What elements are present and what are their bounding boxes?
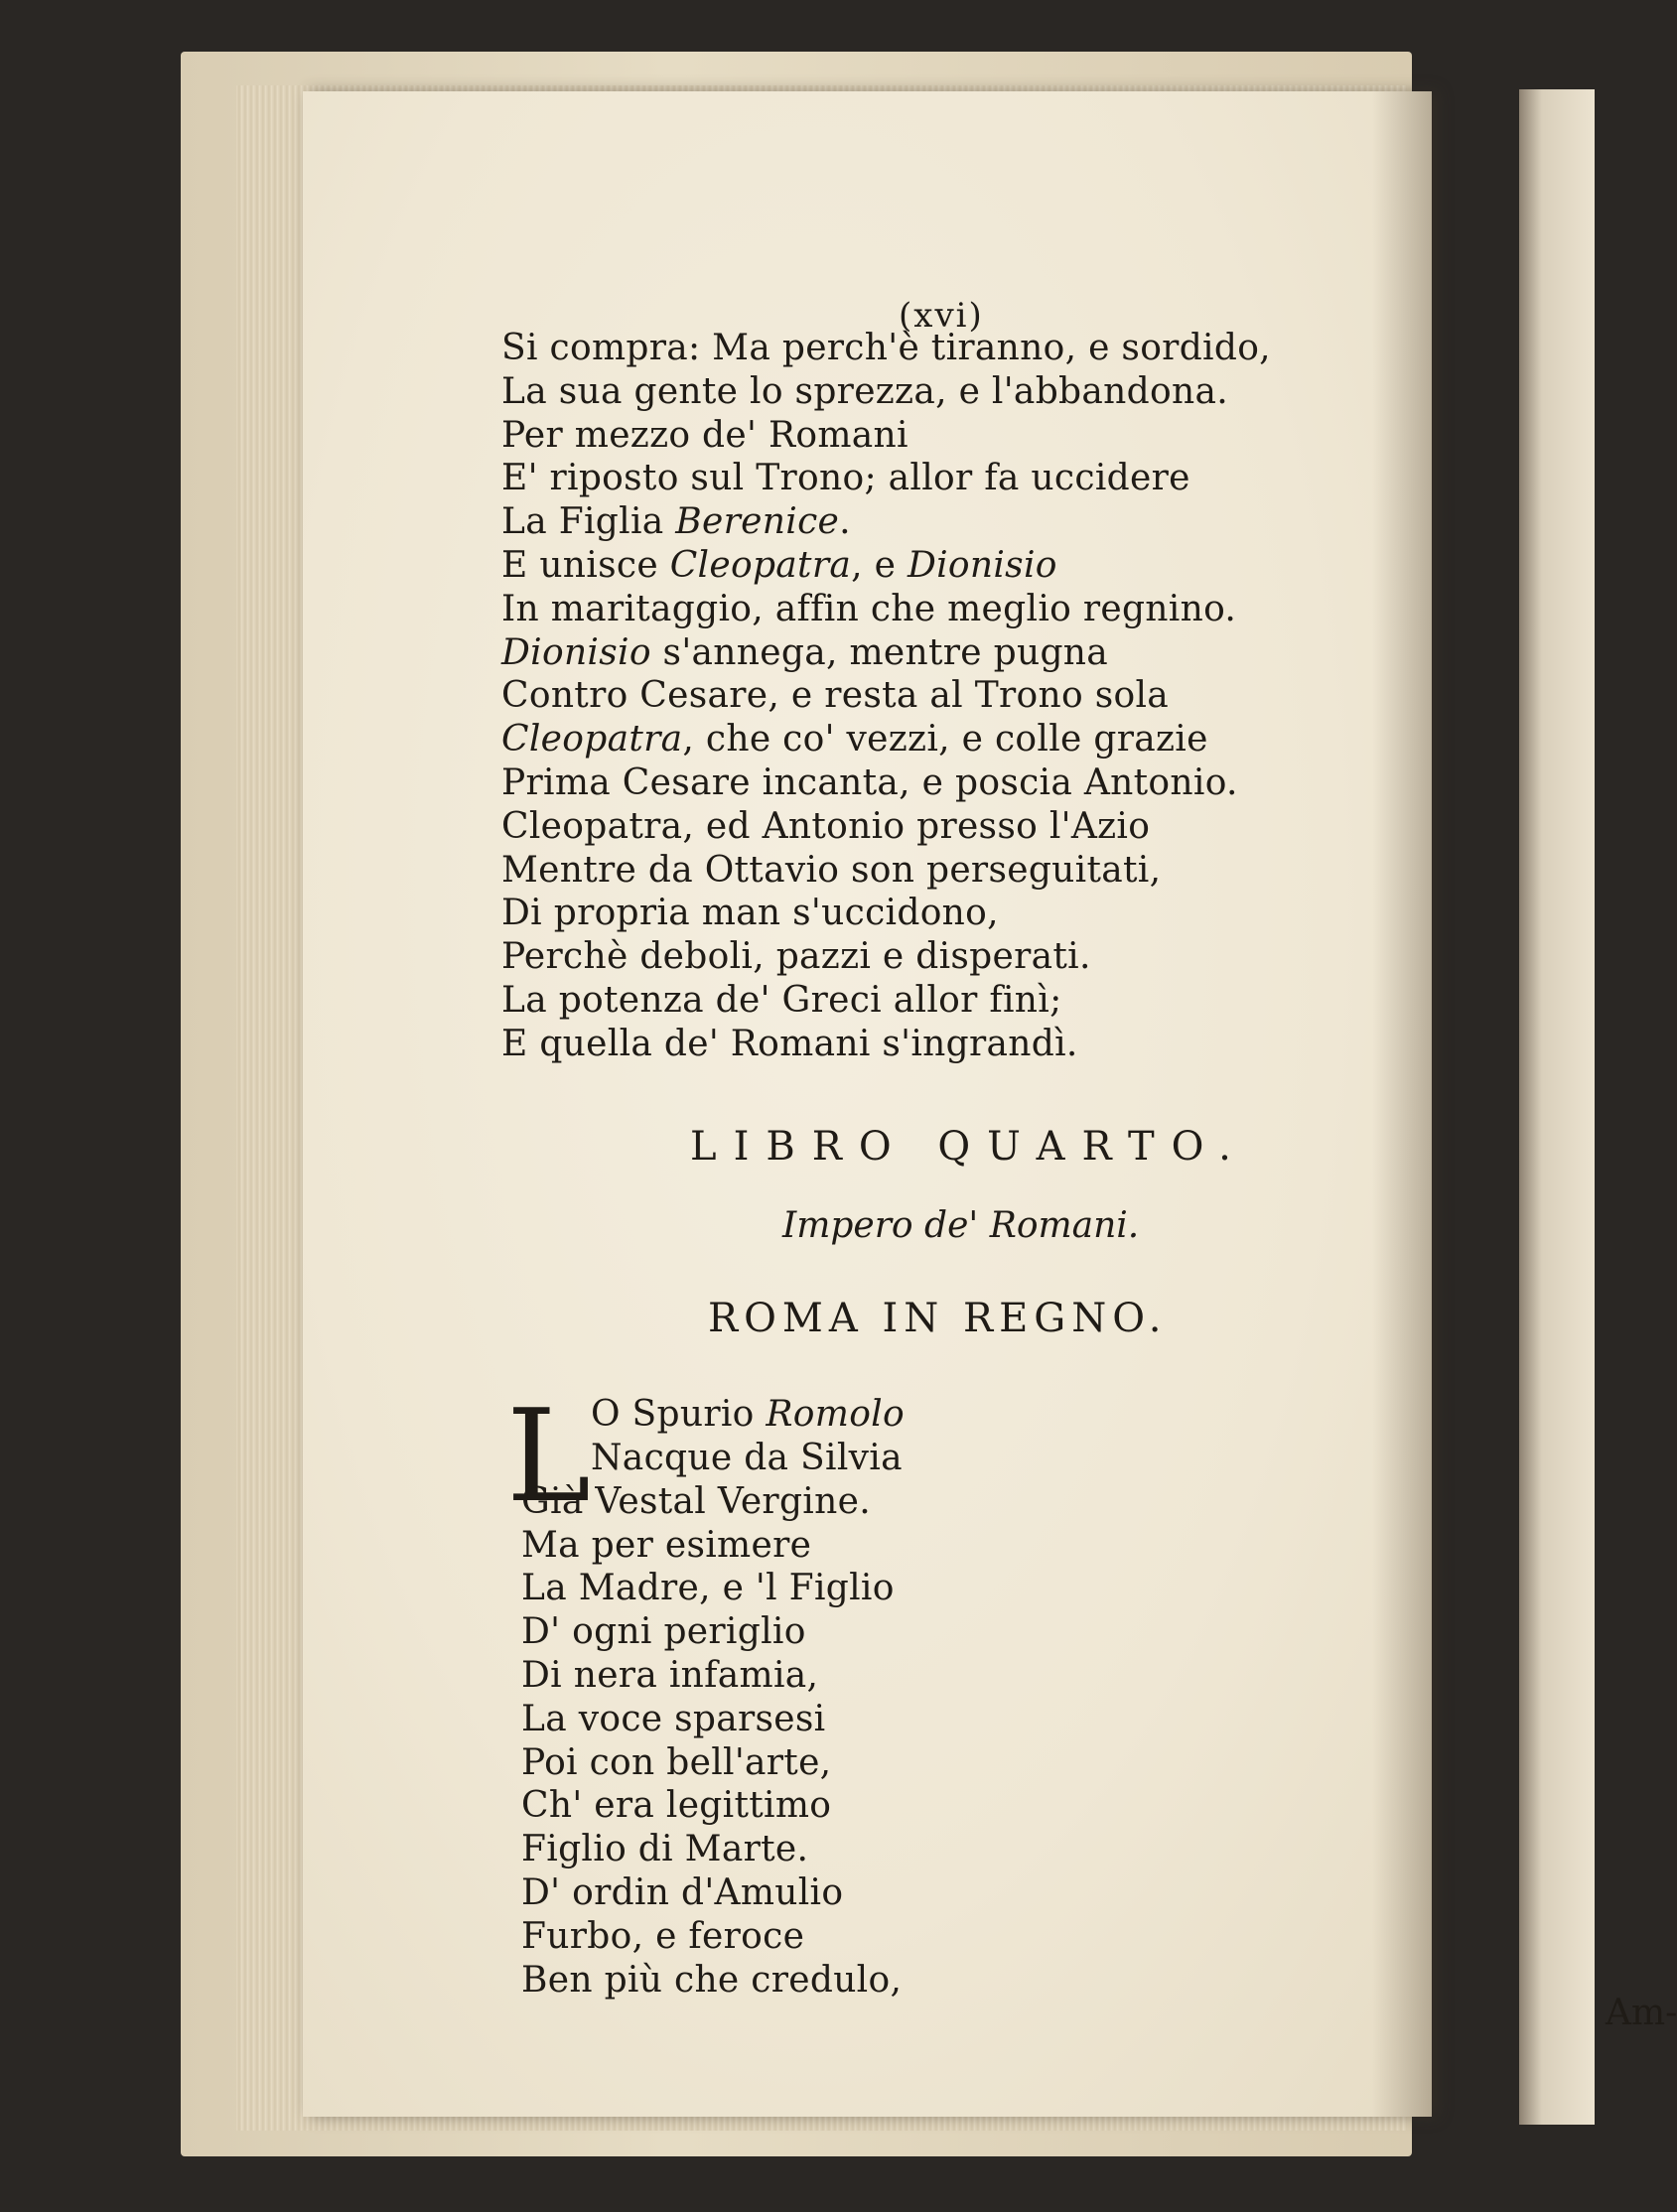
- verse-line-segment: Per mezzo de' Romani: [501, 414, 908, 456]
- poem-line: Ch' era legittimo: [521, 1785, 832, 1827]
- verse-line-segment: La potenza de' Greci allor finì;: [501, 980, 1062, 1021]
- verse-line: [501, 371, 1228, 412]
- verse-line-segment: La Figlia: [501, 501, 676, 543]
- section-title: LIBRO QUARTO.: [690, 1124, 1248, 1170]
- verse-line-segment: Perchè deboli, pazzi e disperati.: [501, 936, 1091, 978]
- poem-first-line: [591, 1394, 905, 1435]
- verse-line: [501, 632, 1108, 673]
- verse-line-segment: Berenice: [675, 501, 840, 543]
- verse-line-segment: Mentre da Ottavio son perseguitati,: [501, 849, 1162, 891]
- poem-line: Ma per esimere: [521, 1524, 812, 1566]
- verse-line: [501, 1024, 1078, 1064]
- verse-line-segment: , che co' vezzi, e colle grazie: [682, 719, 1208, 760]
- verse-line-segment: Dionisio: [907, 545, 1057, 586]
- verse-line-segment: E unisce: [501, 545, 670, 586]
- verse-line-segment: Si compra: Ma perch'è tiranno, e sordido,: [501, 328, 1271, 368]
- verse-line-segment: Dionisio: [501, 631, 651, 673]
- verse-line-segment: Prima Cesare incanta, e poscia Antonio.: [501, 762, 1238, 803]
- poem-line: Ben più che credulo,: [521, 1959, 903, 2001]
- poem-first-line-text: O Spurio: [591, 1394, 767, 1435]
- poem-line: Già Vestal Vergine.: [521, 1480, 871, 1522]
- book-page: [303, 91, 1677, 2117]
- poem-line: D' ordin d'Amulio: [521, 1872, 844, 1913]
- verse-line-segment: E' riposto sul Trono; allor fa uccidere: [501, 458, 1190, 499]
- verse-line-segment: s'annega, mentre pugna: [650, 631, 1109, 673]
- facing-page-edge: [1519, 89, 1595, 2125]
- page-text: [303, 91, 1677, 2117]
- verse-line-segment: Cleopatra: [501, 719, 683, 760]
- verse-line-segment: In maritaggio, affin che meglio regnino.: [501, 588, 1237, 629]
- verse-line: [501, 719, 1208, 760]
- verse-line: [501, 850, 1161, 891]
- verse-line: [501, 328, 1271, 368]
- verse-line-segment: Di propria man s'uccidono,: [501, 893, 999, 934]
- verse-line: [501, 980, 1062, 1021]
- section-subtitle: Impero de' Romani.: [782, 1205, 1140, 1246]
- chapter-title: ROMA IN REGNO.: [708, 1296, 1168, 1341]
- verse-line-segment: .: [839, 501, 851, 543]
- verse-line-segment: E quella de' Romani s'ingrandì.: [501, 1023, 1078, 1064]
- poem-line: La voce sparsesi: [521, 1698, 826, 1739]
- poem-first-line-italic: Romolo: [766, 1394, 905, 1435]
- verse-line: [501, 545, 1057, 586]
- verse-line: [501, 501, 851, 542]
- poem-line: La Madre, e 'l Figlio: [521, 1568, 895, 1609]
- drop-cap: L: [506, 1383, 591, 1531]
- verse-line: [501, 458, 1190, 498]
- poem-line: Poi con bell'arte,: [521, 1741, 832, 1783]
- verse-line-segment: , e: [851, 545, 908, 586]
- poem-line: Nacque da Silvia: [591, 1438, 903, 1478]
- page-number-header: (xvi): [899, 296, 984, 336]
- catchword: Am-: [1606, 1993, 1677, 2033]
- poem-line: Di nera infamia,: [521, 1655, 819, 1696]
- verse-line: [501, 415, 908, 456]
- poem-line: D' ogni periglio: [521, 1611, 806, 1653]
- verse-line-segment: Cleopatra, ed Antonio presso l'Azio: [501, 805, 1151, 847]
- verse-line: [501, 806, 1150, 847]
- verse-line-segment: Contro Cesare, e resta al Trono sola: [501, 675, 1170, 717]
- verse-line: [501, 936, 1091, 977]
- poem-line: Figlio di Marte.: [521, 1829, 809, 1870]
- poem-line: Furbo, e feroce: [521, 1915, 805, 1957]
- verse-line: [501, 893, 999, 933]
- verse-line: [501, 675, 1169, 716]
- verse-line: [501, 762, 1238, 803]
- verse-line: [501, 589, 1236, 629]
- verse-line-segment: La sua gente lo sprezza, e l'abbandona.: [501, 370, 1228, 412]
- verse-line-segment: Cleopatra: [669, 545, 852, 586]
